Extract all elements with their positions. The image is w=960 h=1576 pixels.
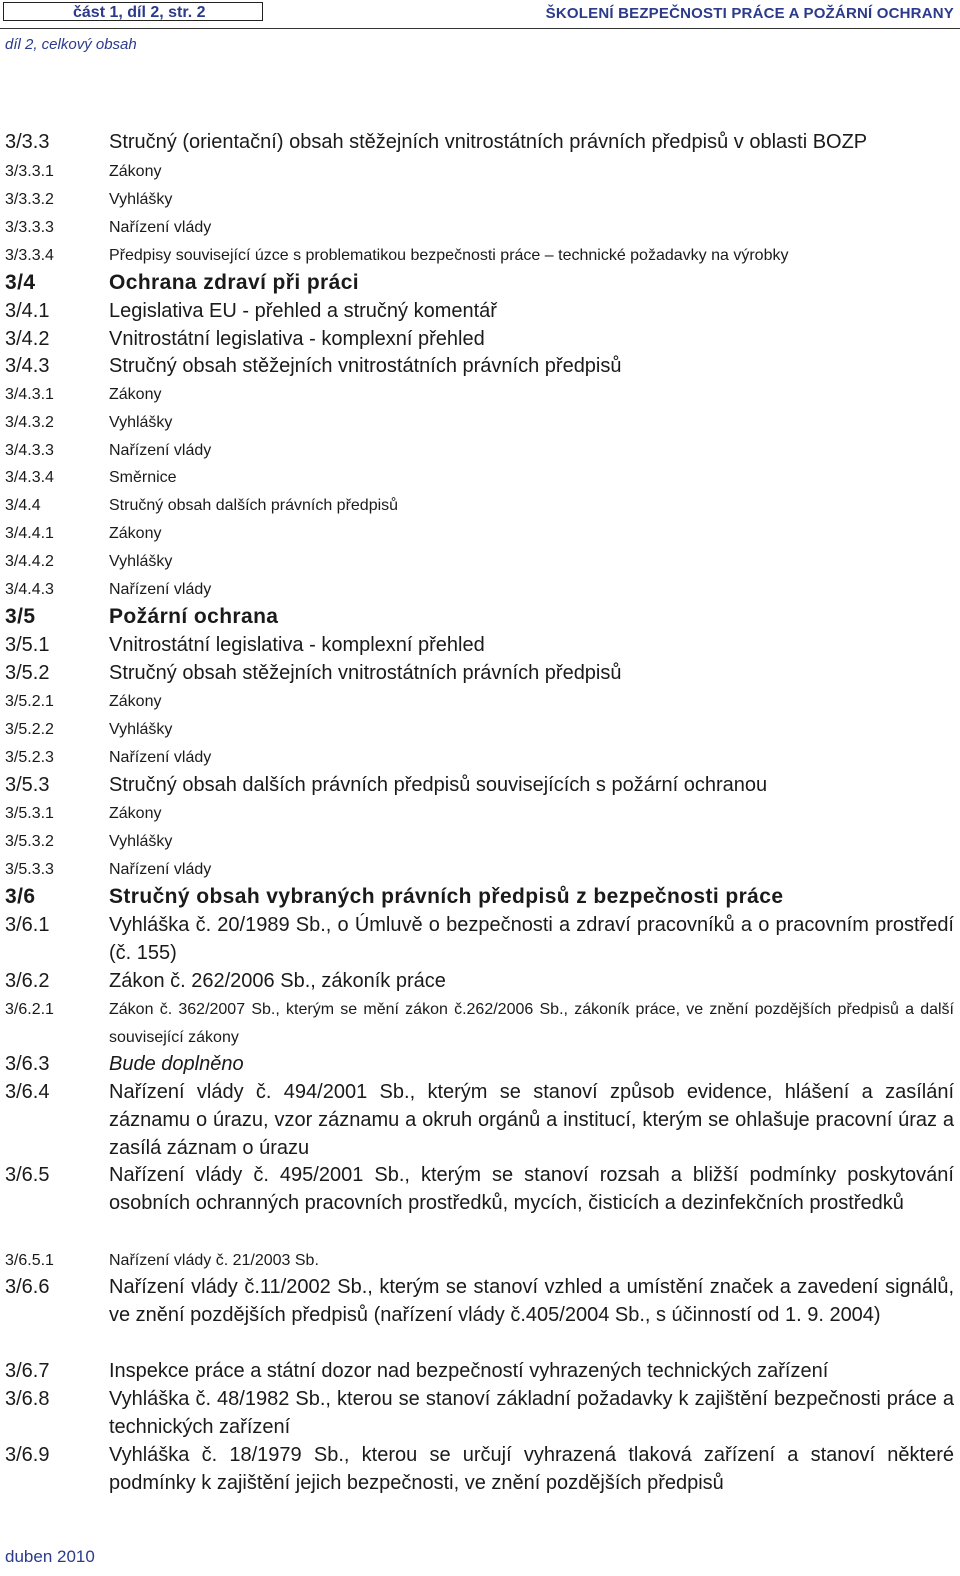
toc-title: Legislativa EU - přehled a stručný komentář — [109, 300, 497, 322]
toc-number: 3/4.1 — [5, 300, 50, 322]
toc-number: 3/4.3.2 — [5, 414, 54, 431]
toc-number: 3/6.9 — [5, 1444, 50, 1466]
toc-number: 3/3.3.1 — [5, 163, 54, 180]
toc-number: 3/5.3.3 — [5, 861, 54, 878]
footer-date: duben 2010 — [5, 1547, 95, 1566]
header-page-box — [3, 2, 263, 21]
toc-number: 3/3.3.3 — [5, 219, 54, 236]
toc-number: 3/4.4.1 — [5, 525, 54, 542]
toc-number: 3/6 — [5, 885, 36, 908]
toc-number: 3/6.1 — [5, 914, 50, 936]
toc-number: 3/6.5.1 — [5, 1252, 54, 1269]
toc-number: 3/4.3.3 — [5, 442, 54, 459]
toc-title: Nařízení vlády — [109, 442, 212, 459]
toc-title: Zákony — [109, 805, 162, 822]
toc-number: 3/4.2 — [5, 328, 50, 350]
header-title: ŠKOLENÍ BEZPEČNOSTI PRÁCE A POŽÁRNÍ OCHRANY — [545, 5, 954, 22]
toc-title: Předpisy související úzce s problematikou bezpečnosti práce – technické požadavky na výrobky — [109, 247, 789, 264]
toc-title: Stručný obsah dalších právních předpisů souvisejících s požární ochranou — [109, 774, 768, 796]
toc-number: 3/6.6 — [5, 1276, 50, 1298]
toc-number: 3/4.4.3 — [5, 581, 54, 598]
toc-number: 3/5 — [5, 605, 36, 628]
toc-title: Stručný obsah vybraných právních předpisů z bezpečnosti práce — [109, 885, 784, 908]
toc-title: Zákony — [109, 163, 162, 180]
toc-number: 3/6.5 — [5, 1164, 50, 1186]
toc-title: Bude doplněno — [109, 1053, 244, 1075]
toc-title: Zákony — [109, 693, 162, 710]
toc-title: Zákony — [109, 386, 162, 403]
toc-title: Vyhlášky — [109, 833, 173, 850]
toc-number: 3/4 — [5, 271, 36, 294]
toc-number: 3/6.3 — [5, 1053, 50, 1075]
toc-number: 3/4.3.1 — [5, 386, 54, 403]
toc-title: Ochrana zdraví při práci — [109, 271, 360, 294]
toc-number: 3/4.3.4 — [5, 469, 54, 486]
toc-number: 3/5.3.2 — [5, 833, 54, 850]
toc-title: Vyhlášky — [109, 721, 173, 738]
toc-number: 3/5.3.1 — [5, 805, 54, 822]
toc-title: Stručný obsah stěžejních vnitrostátních právních předpisů — [109, 355, 622, 377]
toc-title: Nařízení vlády č. 21/2003 Sb. — [109, 1252, 319, 1269]
header-page-label: část 1, díl 2, str. 2 — [73, 4, 206, 21]
toc-title: Nařízení vlády — [109, 861, 212, 878]
toc-title: Nařízení vlády č.11/2002 Sb., kterým se stanoví vzhled a umístění značek a zavedení signálů, ve znění pozdějších předpisů (nařízení vlády č.405/2004 Sb., s účinností od 1. 9. 2004) — [109, 1276, 954, 1326]
toc-number: 3/3.3 — [5, 131, 50, 153]
toc-number: 3/5.2.2 — [5, 721, 54, 738]
toc-title: Nařízení vlády č. 495/2001 Sb., kterým se stanoví rozsah a bližší podmínky poskytování osobních ochranných pracovních prostředků, mycích, čisticích a dezinfekčních prostředků — [109, 1164, 954, 1214]
toc-title: Vyhláška č. 20/1989 Sb., o Úmluvě o bezpečnosti a zdraví pracovníků a o pracovním prostředí (č. 155) — [109, 914, 954, 964]
toc-title: Zákony — [109, 525, 162, 542]
toc-number: 3/3.3.2 — [5, 191, 54, 208]
toc-title: Zákon č. 362/2007 Sb., kterým se mění zákon č.262/2006 Sb., zákoník práce, ve znění pozdějších předpisů a další související zákony — [109, 1001, 954, 1046]
header-subtitle: díl 2, celkový obsah — [5, 36, 137, 53]
toc-number: 3/5.2 — [5, 662, 50, 684]
toc-title: Stručný (orientační) obsah stěžejních vnitrostátních právních předpisů v oblasti BOZP — [109, 131, 868, 153]
toc-title: Stručný obsah dalších právních předpisů — [109, 497, 399, 514]
toc-number: 3/4.4 — [5, 497, 41, 514]
toc-number: 3/6.8 — [5, 1388, 50, 1410]
toc-number: 3/5.3 — [5, 774, 50, 796]
toc-title: Vyhlášky — [109, 553, 173, 570]
toc-title: Inspekce práce a státní dozor nad bezpečností vyhrazených technických zařízení — [109, 1360, 829, 1382]
toc-title: Vnitrostátní legislativa - komplexní přehled — [109, 328, 485, 350]
toc-title: Vnitrostátní legislativa - komplexní přehled — [109, 634, 485, 656]
toc-number: 3/6.2.1 — [5, 1001, 54, 1018]
toc-title: Nařízení vlády — [109, 581, 212, 598]
toc-title: Zákon č. 262/2006 Sb., zákoník práce — [109, 970, 446, 992]
toc-title: Vyhláška č. 18/1979 Sb., kterou se určují vyhrazená tlaková zařízení a stanoví některé podmínky k zajištění jejich bezpečnosti, ve znění pozdějších předpisů — [109, 1444, 954, 1494]
toc-number: 3/6.7 — [5, 1360, 50, 1382]
toc-number: 3/3.3.4 — [5, 247, 54, 264]
toc-title: Směrnice — [109, 469, 177, 486]
toc-title: Vyhlášky — [109, 414, 173, 431]
header-rule — [0, 28, 960, 29]
toc-number: 3/4.4.2 — [5, 553, 54, 570]
toc-title: Nařízení vlády — [109, 749, 212, 766]
toc-title: Vyhlášky — [109, 191, 173, 208]
toc-number: 3/5.2.3 — [5, 749, 54, 766]
toc-number: 3/5.1 — [5, 634, 50, 656]
toc-number: 3/6.2 — [5, 970, 50, 992]
toc-title: Požární ochrana — [109, 605, 279, 628]
toc-number: 3/4.3 — [5, 355, 50, 377]
toc-title: Stručný obsah stěžejních vnitrostátních právních předpisů — [109, 662, 622, 684]
toc-number: 3/5.2.1 — [5, 693, 54, 710]
toc-title: Nařízení vlády č. 494/2001 Sb., kterým se stanoví způsob evidence, hlášení a zasílání záznamu o úrazu, vzor záznamu a okruh orgánů a institucí, kterým se ohlašuje pracovní úraz a zasílá záznam o úrazu — [109, 1081, 954, 1159]
toc-number: 3/6.4 — [5, 1081, 50, 1103]
toc-title: Nařízení vlády — [109, 219, 212, 236]
toc-title: Vyhláška č. 48/1982 Sb., kterou se stanoví základní požadavky k zajištění bezpečnosti práce a technických zařízení — [109, 1388, 954, 1438]
